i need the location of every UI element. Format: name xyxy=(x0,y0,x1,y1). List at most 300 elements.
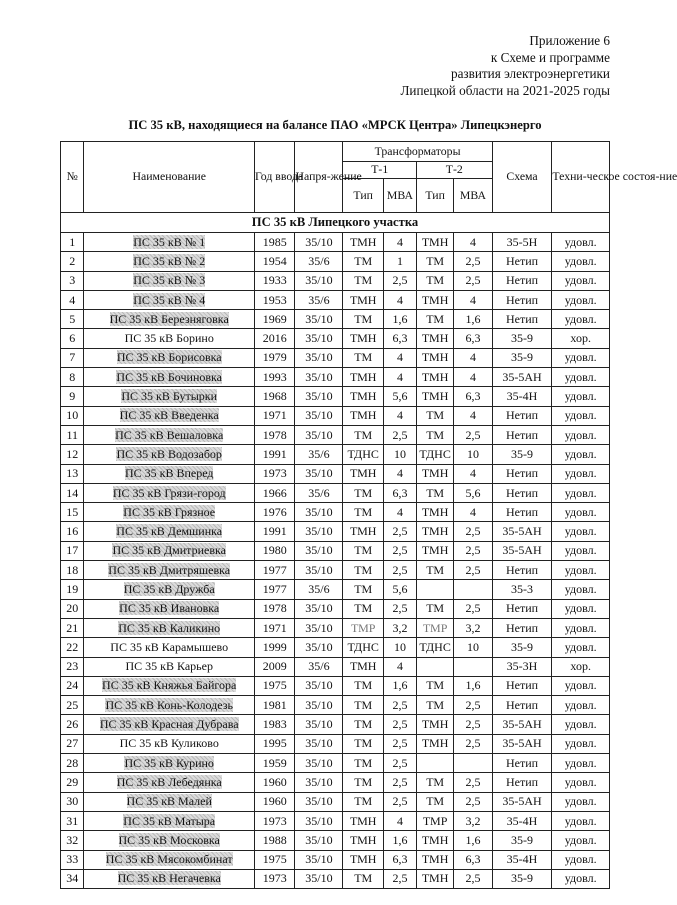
cell-no xyxy=(61,676,84,695)
cell-t2-mva-text: 4 xyxy=(469,369,476,384)
cell-no xyxy=(61,503,84,522)
cell-name-text: ПС 35 кВ Бочиновка xyxy=(116,369,223,384)
cell-name-text: ПС 35 кВ Введенка xyxy=(119,408,219,423)
header-t1-type: Тип xyxy=(343,179,384,213)
cell-voltage-text: 35/10 xyxy=(305,678,333,693)
cell-name xyxy=(84,811,255,830)
cell-scheme-text: 35-4Н xyxy=(506,852,538,867)
cell-condition-text: удовл. xyxy=(564,350,597,365)
table-row xyxy=(61,618,610,637)
cell-t1-mva-text: 4 xyxy=(396,292,403,307)
cell-t2-type xyxy=(416,368,453,387)
cell-t2-type xyxy=(416,406,453,425)
cell-t2-mva-text: 2,5 xyxy=(465,427,481,442)
cell-condition xyxy=(552,233,610,252)
cell-year xyxy=(254,348,295,367)
cell-year xyxy=(254,522,295,541)
cell-t1-type-text: ТМ xyxy=(354,253,373,268)
table-row xyxy=(61,348,610,367)
cell-scheme xyxy=(492,676,552,695)
section-title: ПС 35 кВ Липецкого участка xyxy=(61,213,610,233)
cell-t2-mva xyxy=(454,271,492,290)
cell-t1-type xyxy=(343,310,384,329)
cell-voltage xyxy=(295,754,343,773)
cell-t1-type-text: ТМ xyxy=(354,562,373,577)
cell-year xyxy=(254,850,295,869)
cell-no xyxy=(61,522,84,541)
cell-year-text: 1933 xyxy=(262,273,287,288)
cell-t2-type-text: ТМН xyxy=(421,852,449,867)
cell-t1-type-text: ТМ xyxy=(354,697,373,712)
cell-t2-type-text: ТМ xyxy=(426,794,445,809)
cell-name-text: ПС 35 кВ Куликово xyxy=(119,736,219,751)
table-row xyxy=(61,310,610,329)
cell-voltage xyxy=(295,715,343,734)
table-row xyxy=(61,329,610,348)
cell-year xyxy=(254,233,295,252)
cell-name-text: ПС 35 кВ Водозабор xyxy=(116,446,222,461)
cell-year xyxy=(254,696,295,715)
table-row xyxy=(61,696,610,715)
cell-name xyxy=(84,310,255,329)
cell-voltage xyxy=(295,503,343,522)
cell-condition-text: хор. xyxy=(570,659,591,674)
cell-t1-type xyxy=(343,580,384,599)
cell-scheme-text: 35-9 xyxy=(511,832,534,847)
table-row xyxy=(61,599,610,618)
cell-scheme xyxy=(492,368,552,387)
cell-t2-type xyxy=(416,811,453,830)
cell-voltage xyxy=(295,734,343,753)
cell-t2-mva xyxy=(454,425,492,444)
cell-condition xyxy=(552,503,610,522)
cell-t2-type xyxy=(416,290,453,309)
cell-scheme xyxy=(492,329,552,348)
cell-t1-mva-text: 2,5 xyxy=(392,755,408,770)
cell-t1-type xyxy=(343,599,384,618)
cell-no-text: 3 xyxy=(69,273,76,288)
cell-t1-type xyxy=(343,831,384,850)
cell-t1-mva-text: 2,5 xyxy=(392,427,408,442)
cell-t2-type xyxy=(416,483,453,502)
cell-t2-mva xyxy=(454,406,492,425)
cell-condition xyxy=(552,734,610,753)
cell-name xyxy=(84,869,255,888)
cell-condition-text: удовл. xyxy=(564,543,597,558)
cell-condition xyxy=(552,271,610,290)
cell-scheme-text: Нетип xyxy=(505,504,539,519)
cell-voltage-text: 35/6 xyxy=(308,485,330,500)
cell-t1-type xyxy=(343,869,384,888)
cell-name xyxy=(84,503,255,522)
cell-no-text: 32 xyxy=(66,832,79,847)
cell-year xyxy=(254,792,295,811)
cell-t2-type xyxy=(416,657,453,676)
cell-scheme-text: 35-9 xyxy=(511,871,534,886)
cell-t1-mva xyxy=(383,869,416,888)
table-row xyxy=(61,445,610,464)
cell-scheme xyxy=(492,503,552,522)
cell-no xyxy=(61,406,84,425)
cell-no xyxy=(61,483,84,502)
cell-t1-mva xyxy=(383,368,416,387)
cell-t2-mva xyxy=(454,541,492,560)
cell-name xyxy=(84,387,255,406)
cell-name-text: ПС 35 кВ Карьер xyxy=(125,659,213,674)
cell-t2-mva xyxy=(454,561,492,580)
cell-year-text: 1975 xyxy=(262,852,287,867)
cell-t1-mva-text: 4 xyxy=(396,813,403,828)
cell-name-text: ПС 35 кВ Ивановка xyxy=(119,601,220,616)
cell-year xyxy=(254,271,295,290)
cell-name-text: ПС 35 кВ Вперед xyxy=(124,466,214,481)
cell-voltage xyxy=(295,522,343,541)
cell-year-text: 1971 xyxy=(262,620,287,635)
cell-year xyxy=(254,252,295,271)
cell-scheme xyxy=(492,831,552,850)
cell-condition xyxy=(552,696,610,715)
cell-name xyxy=(84,541,255,560)
cell-year xyxy=(254,503,295,522)
cell-t1-type-text: ТМН xyxy=(349,659,377,674)
cell-no-text: 4 xyxy=(69,292,76,307)
cell-t2-mva-text: 4 xyxy=(469,408,476,423)
cell-no-text: 19 xyxy=(66,581,79,596)
cell-condition-text: удовл. xyxy=(564,504,597,519)
cell-scheme-text: Нетип xyxy=(505,562,539,577)
cell-voltage xyxy=(295,290,343,309)
cell-t2-type-text: ТМН xyxy=(421,717,449,732)
cell-scheme-text: 35-4Н xyxy=(506,389,538,404)
cell-no-text: 9 xyxy=(69,389,76,404)
cell-t1-mva-text: 2,5 xyxy=(392,736,408,751)
cell-t1-mva-text: 2,5 xyxy=(392,524,408,539)
cell-scheme-text: 35-9 xyxy=(511,446,534,461)
cell-voltage xyxy=(295,541,343,560)
cell-voltage-text: 35/10 xyxy=(305,871,333,886)
cell-scheme-text: Нетип xyxy=(505,466,539,481)
cell-t1-type-text: ТМ xyxy=(354,427,373,442)
cell-no xyxy=(61,773,84,792)
cell-scheme-text: Нетип xyxy=(505,697,539,712)
cell-t2-mva xyxy=(454,310,492,329)
cell-t1-type xyxy=(343,387,384,406)
cell-t1-mva-text: 3,2 xyxy=(392,620,408,635)
cell-scheme-text: 35-5АН xyxy=(502,369,542,384)
cell-t1-mva-text: 2,5 xyxy=(392,697,408,712)
cell-name xyxy=(84,445,255,464)
cell-t1-type-text: ТМ xyxy=(354,774,373,789)
cell-voltage-text: 35/10 xyxy=(305,408,333,423)
cell-voltage-text: 35/10 xyxy=(305,562,333,577)
table-row xyxy=(61,734,610,753)
cell-name xyxy=(84,831,255,850)
cell-no xyxy=(61,387,84,406)
appendix-line: Приложение 6 xyxy=(529,33,610,48)
cell-voltage-text: 35/10 xyxy=(305,774,333,789)
cell-t1-type-text: ТМ xyxy=(354,273,373,288)
cell-condition xyxy=(552,850,610,869)
cell-scheme-text: Нетип xyxy=(505,678,539,693)
cell-t2-mva xyxy=(454,792,492,811)
cell-voltage xyxy=(295,657,343,676)
cell-t1-mva xyxy=(383,831,416,850)
cell-t1-mva xyxy=(383,676,416,695)
cell-t2-type-text: ТМ xyxy=(426,253,445,268)
cell-condition xyxy=(552,310,610,329)
cell-condition-text: удовл. xyxy=(564,717,597,732)
cell-no-text: 5 xyxy=(69,311,76,326)
cell-voltage-text: 35/10 xyxy=(305,697,333,712)
cell-t2-mva xyxy=(454,483,492,502)
cell-year xyxy=(254,464,295,483)
cell-year-text: 1977 xyxy=(262,581,287,596)
header-t2: Т-2 xyxy=(416,162,492,179)
cell-no xyxy=(61,792,84,811)
cell-name-text: ПС 35 кВ Дмитриевка xyxy=(112,543,226,558)
cell-no xyxy=(61,425,84,444)
cell-year-text: 1976 xyxy=(262,504,287,519)
cell-no-text: 30 xyxy=(66,794,79,809)
cell-t1-mva xyxy=(383,464,416,483)
cell-voltage-text: 35/10 xyxy=(305,755,333,770)
cell-scheme-text: 35-9 xyxy=(511,639,534,654)
cell-condition xyxy=(552,445,610,464)
cell-t1-mva xyxy=(383,329,416,348)
cell-t2-mva xyxy=(454,676,492,695)
cell-t2-mva xyxy=(454,445,492,464)
cell-voltage-text: 35/10 xyxy=(305,273,333,288)
cell-condition xyxy=(552,483,610,502)
header-year: Год ввода xyxy=(254,142,295,213)
cell-voltage xyxy=(295,792,343,811)
cell-no xyxy=(61,310,84,329)
cell-t1-mva-text: 4 xyxy=(396,234,403,249)
cell-t1-type xyxy=(343,290,384,309)
cell-t2-mva xyxy=(454,618,492,637)
cell-scheme xyxy=(492,387,552,406)
cell-year xyxy=(254,445,295,464)
cell-t1-mva xyxy=(383,503,416,522)
cell-name-text: ПС 35 кВ Вешаловка xyxy=(115,427,224,442)
cell-scheme xyxy=(492,310,552,329)
cell-year-text: 1985 xyxy=(262,234,287,249)
cell-t2-mva-text: 2,5 xyxy=(465,273,481,288)
cell-t2-type xyxy=(416,773,453,792)
cell-name-text: ПС 35 кВ Конь-Колодезь xyxy=(105,697,233,712)
cell-name-text: ПС 35 кВ Грязи-город xyxy=(112,485,226,500)
table-body xyxy=(61,213,610,889)
cell-t2-type-text: ТМР xyxy=(422,620,448,635)
cell-no xyxy=(61,561,84,580)
cell-condition xyxy=(552,252,610,271)
cell-condition-text: удовл. xyxy=(564,601,597,616)
cell-name-text: ПС 35 кВ Карамышево xyxy=(110,639,229,654)
cell-t1-type xyxy=(343,406,384,425)
cell-t1-type-text: ТМ xyxy=(354,736,373,751)
cell-no xyxy=(61,869,84,888)
cell-t1-mva xyxy=(383,657,416,676)
cell-t1-type-text: ТМН xyxy=(349,389,377,404)
cell-condition xyxy=(552,754,610,773)
cell-no-text: 7 xyxy=(69,350,76,365)
cell-name-text: ПС 35 кВ Каликино xyxy=(118,620,221,635)
cell-voltage xyxy=(295,773,343,792)
cell-scheme-text: 35-5Н xyxy=(506,234,538,249)
cell-scheme-text: Нетип xyxy=(505,253,539,268)
cell-t2-mva-text: 2,5 xyxy=(465,697,481,712)
cell-t2-mva-text: 3,2 xyxy=(465,620,481,635)
cell-year-text: 1988 xyxy=(262,832,287,847)
cell-year xyxy=(254,773,295,792)
cell-t2-type-text: ТМН xyxy=(421,292,449,307)
cell-t1-type-text: ТМН xyxy=(349,369,377,384)
cell-t1-mva xyxy=(383,618,416,637)
cell-year xyxy=(254,811,295,830)
cell-condition-text: удовл. xyxy=(564,311,597,326)
cell-t1-type-text: ТМ xyxy=(354,311,373,326)
cell-name-text: ПС 35 кВ Московка xyxy=(118,832,220,847)
cell-t2-mva xyxy=(454,522,492,541)
cell-scheme-text: Нетип xyxy=(505,311,539,326)
table-row xyxy=(61,869,610,888)
cell-t1-mva-text: 2,5 xyxy=(392,871,408,886)
cell-t2-type xyxy=(416,522,453,541)
cell-voltage xyxy=(295,869,343,888)
cell-condition xyxy=(552,869,610,888)
cell-condition-text: удовл. xyxy=(564,832,597,847)
cell-t1-mva-text: 5,6 xyxy=(392,581,408,596)
cell-year xyxy=(254,561,295,580)
cell-t2-type xyxy=(416,329,453,348)
cell-voltage-text: 35/10 xyxy=(305,832,333,847)
cell-voltage xyxy=(295,348,343,367)
cell-voltage-text: 35/10 xyxy=(305,350,333,365)
cell-scheme xyxy=(492,754,552,773)
cell-t2-mva-text: 3,2 xyxy=(465,813,481,828)
cell-name xyxy=(84,561,255,580)
cell-t2-type xyxy=(416,387,453,406)
cell-condition-text: удовл. xyxy=(564,620,597,635)
cell-t2-type xyxy=(416,541,453,560)
cell-voltage xyxy=(295,638,343,657)
cell-scheme xyxy=(492,734,552,753)
cell-t2-type-text: ТМН xyxy=(421,524,449,539)
cell-no-text: 16 xyxy=(66,524,79,539)
cell-scheme xyxy=(492,483,552,502)
cell-t2-type xyxy=(416,734,453,753)
cell-condition xyxy=(552,348,610,367)
cell-voltage-text: 35/10 xyxy=(305,504,333,519)
cell-t1-mva xyxy=(383,561,416,580)
header-condition: Техни-ческое состоя-ние xyxy=(552,142,610,213)
cell-t2-mva xyxy=(454,773,492,792)
cell-name-text: ПС 35 кВ Бутырки xyxy=(121,389,218,404)
cell-t1-mva xyxy=(383,541,416,560)
cell-t1-type xyxy=(343,696,384,715)
cell-name-text: ПС 35 кВ Дмитряшевка xyxy=(108,562,231,577)
cell-voltage-text: 35/10 xyxy=(305,852,333,867)
cell-t2-type-text: ТМ xyxy=(426,774,445,789)
cell-t2-mva-text: 6,3 xyxy=(465,852,481,867)
cell-t2-type-text: ТМ xyxy=(426,311,445,326)
cell-t1-mva xyxy=(383,445,416,464)
cell-t2-mva-text: 2,5 xyxy=(465,562,481,577)
cell-t1-mva xyxy=(383,754,416,773)
cell-scheme-text: 35-3Н xyxy=(506,659,538,674)
cell-condition xyxy=(552,792,610,811)
cell-t2-mva xyxy=(454,464,492,483)
cell-year-text: 1973 xyxy=(262,813,287,828)
cell-t2-type-text: ТМН xyxy=(421,543,449,558)
cell-year-text: 1973 xyxy=(262,871,287,886)
cell-t2-type-text: ТМ xyxy=(426,678,445,693)
cell-no-text: 28 xyxy=(66,755,79,770)
cell-no xyxy=(61,696,84,715)
cell-t1-mva-text: 2,5 xyxy=(392,543,408,558)
cell-t2-mva-text: 2,5 xyxy=(465,524,481,539)
cell-name-text: ПС 35 кВ Малей xyxy=(126,794,212,809)
cell-t1-mva-text: 1 xyxy=(396,253,403,268)
cell-scheme-text: Нетип xyxy=(505,485,539,500)
cell-t2-mva-text: 2,5 xyxy=(465,871,481,886)
cell-condition-text: удовл. xyxy=(564,697,597,712)
cell-t1-type-text: ТМН xyxy=(349,408,377,423)
cell-scheme xyxy=(492,348,552,367)
cell-t1-mva-text: 4 xyxy=(396,369,403,384)
cell-voltage-text: 35/10 xyxy=(305,620,333,635)
cell-condition-text: удовл. xyxy=(564,736,597,751)
cell-t1-type xyxy=(343,368,384,387)
cell-scheme xyxy=(492,599,552,618)
cell-no-text: 23 xyxy=(66,659,79,674)
cell-t2-mva xyxy=(454,599,492,618)
cell-condition-text: удовл. xyxy=(564,581,597,596)
cell-t1-mva-text: 1,6 xyxy=(392,832,408,847)
cell-voltage xyxy=(295,811,343,830)
cell-no-text: 18 xyxy=(66,562,79,577)
cell-t2-type-text: ТМ xyxy=(426,562,445,577)
cell-no xyxy=(61,715,84,734)
cell-year-text: 1968 xyxy=(262,389,287,404)
cell-t1-mva-text: 2,5 xyxy=(392,774,408,789)
cell-t2-mva xyxy=(454,811,492,830)
cell-scheme xyxy=(492,290,552,309)
table-row xyxy=(61,773,610,792)
cell-no-text: 24 xyxy=(66,678,79,693)
cell-t1-mva xyxy=(383,773,416,792)
cell-no xyxy=(61,599,84,618)
cell-t2-type xyxy=(416,831,453,850)
cell-voltage xyxy=(295,561,343,580)
cell-voltage-text: 35/6 xyxy=(308,581,330,596)
cell-name xyxy=(84,638,255,657)
cell-t1-type xyxy=(343,233,384,252)
cell-condition xyxy=(552,522,610,541)
cell-condition xyxy=(552,368,610,387)
cell-voltage-text: 35/10 xyxy=(305,639,333,654)
cell-t2-mva-text: 2,5 xyxy=(465,717,481,732)
cell-voltage xyxy=(295,233,343,252)
cell-voltage-text: 35/10 xyxy=(305,543,333,558)
cell-t2-type xyxy=(416,561,453,580)
cell-name-text: ПС 35 кВ Курино xyxy=(124,755,214,770)
cell-t1-type xyxy=(343,638,384,657)
cell-t1-type xyxy=(343,792,384,811)
cell-year xyxy=(254,599,295,618)
cell-voltage xyxy=(295,368,343,387)
cell-voltage-text: 35/10 xyxy=(305,524,333,539)
